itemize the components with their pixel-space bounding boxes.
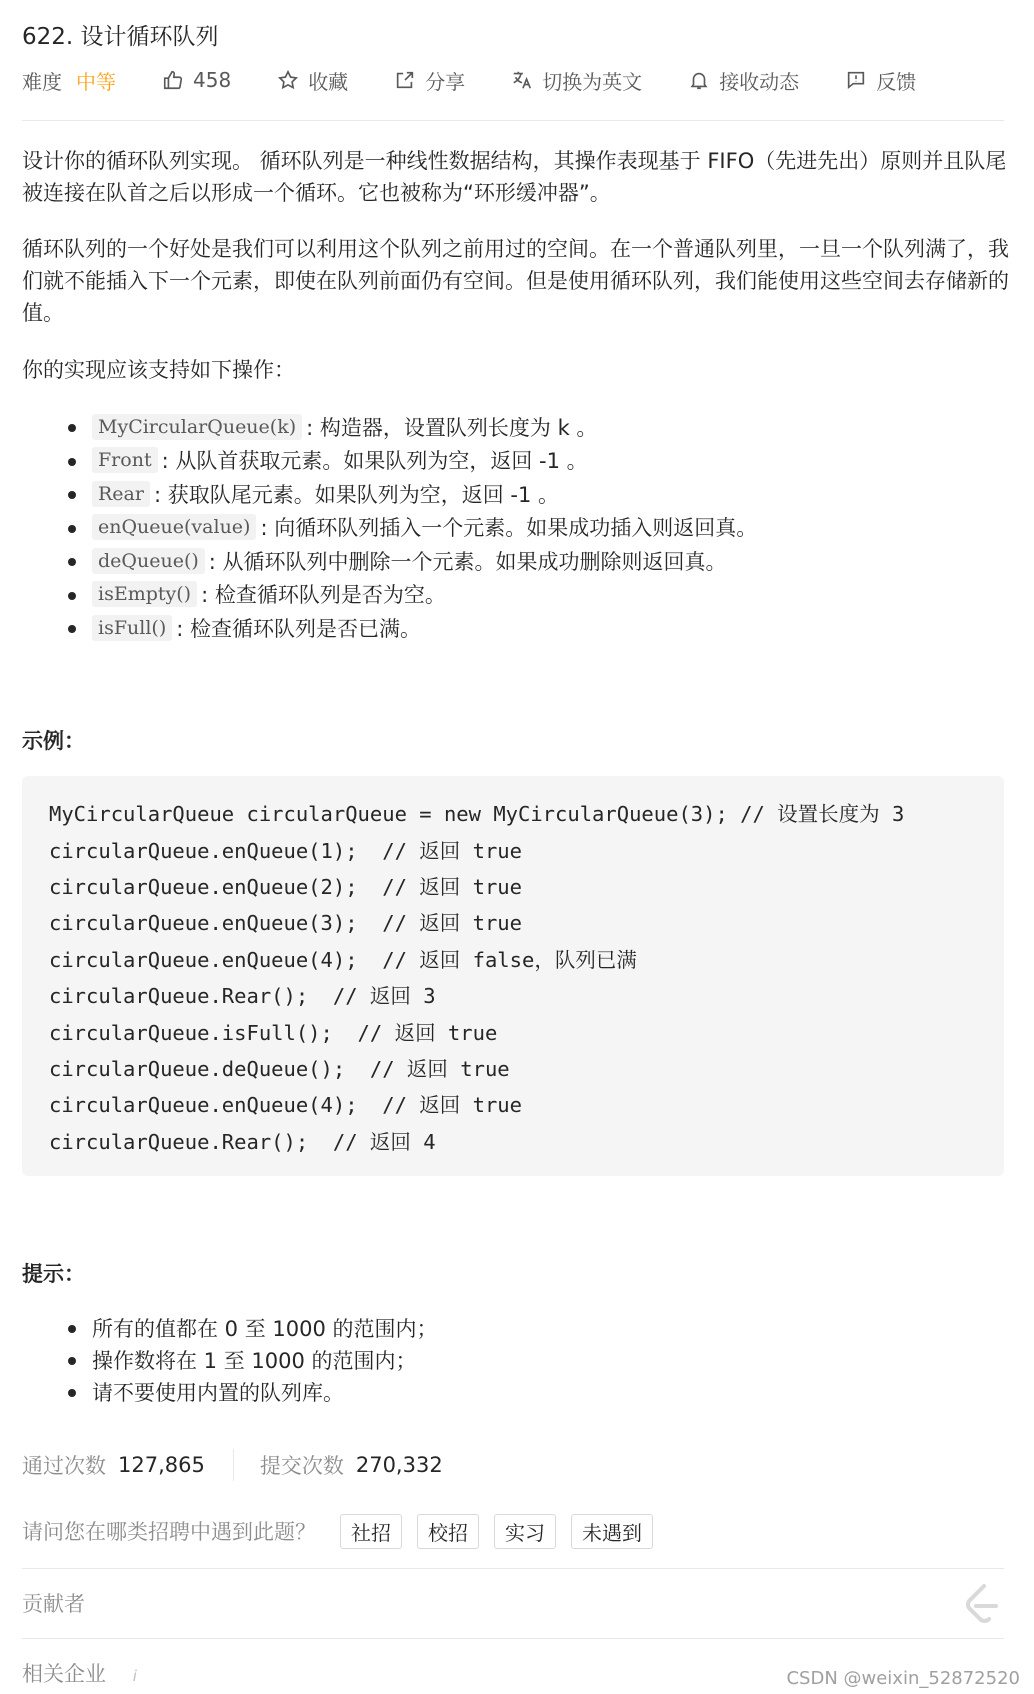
share-label: 分享	[425, 69, 466, 94]
inline-code: isFull()	[92, 615, 172, 641]
accepted-count: 127,865	[118, 1453, 205, 1477]
list-item: 操作数将在 1 至 1000 的范围内；	[22, 1344, 438, 1376]
operation-text: : 从循环队列中删除一个元素。如果成功删除则返回真。	[208, 549, 727, 574]
operation-text: : 从队首获取元素。如果队列为空，返回 -1 。	[161, 449, 588, 474]
operation-text: : 检查循环队列是否已满。	[176, 616, 421, 641]
recruit-tag-not-met[interactable]: 未遇到	[571, 1514, 653, 1549]
code-line: circularQueue.enQueue(4); // 返回 false，队列已满	[49, 948, 637, 972]
description-paragraph-2: 循环队列的一个好处是我们可以利用这个队列之前用过的空间。在一个普通队列里，一旦一个队列满了，我们就不能插入下一个元素，即使在队列前面仍有空间。但是使用循环队列，我们能使用这些空间去存储新的值。	[22, 237, 1009, 325]
list-item	[22, 410, 757, 444]
like-button[interactable]	[162, 68, 231, 92]
divider	[22, 1638, 1004, 1639]
list-item	[22, 477, 757, 511]
feedback-label: 反馈	[876, 69, 917, 94]
share-icon	[394, 69, 416, 91]
example-code-block	[22, 776, 1004, 1176]
inline-code: deQueue()	[92, 548, 205, 574]
tips-heading: 提示：	[22, 1262, 85, 1286]
operation-text: : 向循环队列插入一个元素。如果成功插入则返回真。	[260, 516, 758, 541]
stats-divider	[233, 1449, 234, 1481]
watermark: CSDN @weixin_52872520	[786, 1668, 1020, 1689]
difficulty-badge: 中等	[76, 69, 116, 94]
star-icon	[277, 69, 299, 91]
list-item	[22, 444, 757, 478]
code-line: circularQueue.isFull(); // 返回 true	[49, 1021, 498, 1045]
code-line: circularQueue.enQueue(3); // 返回 true	[49, 911, 522, 935]
list-item: 请不要使用内置的队列库。	[22, 1376, 438, 1408]
feedback-button[interactable]	[845, 66, 916, 95]
thumbs-up-icon	[162, 69, 184, 91]
list-item	[22, 611, 757, 645]
description-paragraph-3: 你的实现应该支持如下操作：	[22, 358, 295, 382]
code-line: MyCircularQueue circularQueue = new MyCircularQueue(3); // 设置长度为 3	[49, 802, 905, 826]
info-icon: i	[132, 1667, 137, 1685]
submissions-label: 提交次数	[259, 1454, 344, 1478]
subscribe-label: 接收动态	[719, 69, 800, 94]
switch-language-button[interactable]	[511, 66, 642, 95]
switch-language-label: 切换为英文	[542, 69, 643, 94]
code-line: circularQueue.deQueue(); // 返回 true	[49, 1057, 510, 1081]
recruitment-survey	[22, 1513, 668, 1549]
code-line: circularQueue.enQueue(1); // 返回 true	[49, 839, 522, 863]
operation-text: : 检查循环队列是否为空。	[201, 583, 446, 608]
example-heading: 示例：	[22, 729, 85, 753]
code-line: circularQueue.Rear(); // 返回 4	[49, 1130, 436, 1154]
favorite-label: 收藏	[308, 69, 349, 94]
code-line: circularQueue.enQueue(4); // 返回 true	[49, 1093, 522, 1117]
operation-text: : 获取队尾元素。如果队列为空，返回 -1 。	[153, 482, 560, 507]
tips-list	[22, 1312, 438, 1408]
description-paragraph-1: 设计你的循环队列实现。 循环队列是一种线性数据结构，其操作表现基于 FIFO（先进先出）原则并且队尾被连接在队首之后以形成一个循环。它也被称为“环形缓冲器”。	[22, 149, 1007, 205]
accepted-label: 通过次数	[22, 1454, 106, 1478]
inline-code: Front	[92, 447, 158, 473]
problem-meta-bar	[22, 64, 962, 96]
share-button[interactable]	[394, 66, 465, 95]
submission-stats	[22, 1446, 443, 1484]
like-count: 458	[193, 68, 232, 92]
leetcode-logo-icon	[960, 1582, 1002, 1628]
code-line: circularQueue.Rear(); // 返回 3	[49, 984, 436, 1008]
inline-code: MyCircularQueue(k)	[92, 414, 302, 440]
contributors-toggle[interactable]: 贡献者	[22, 1592, 85, 1616]
list-item: 所有的值都在 0 至 1000 的范围内；	[22, 1312, 438, 1344]
operations-list	[22, 410, 757, 645]
inline-code: Rear	[92, 481, 150, 507]
list-item	[22, 544, 757, 578]
submissions-count: 270,332	[355, 1453, 443, 1477]
inline-code: enQueue(value)	[92, 514, 256, 540]
translate-icon	[511, 69, 533, 91]
list-item	[22, 511, 757, 545]
bell-icon	[688, 69, 710, 91]
operation-text: : 构造器，设置队列长度为 k 。	[306, 415, 598, 440]
page-title: 622. 设计循环队列	[22, 24, 219, 50]
divider	[22, 1568, 1004, 1569]
list-item	[22, 578, 757, 612]
subscribe-button[interactable]	[688, 66, 799, 95]
difficulty-label: 难度	[22, 69, 62, 94]
favorite-button[interactable]	[277, 66, 348, 95]
inline-code: isEmpty()	[92, 581, 197, 607]
feedback-icon	[845, 69, 867, 91]
recruitment-question: 请问您在哪类招聘中遇到此题？	[22, 1520, 316, 1544]
code-line: circularQueue.enQueue(2); // 返回 true	[49, 875, 522, 899]
recruit-tag-social[interactable]: 社招	[340, 1514, 402, 1549]
recruit-tag-internship[interactable]: 实习	[494, 1514, 556, 1549]
related-companies-toggle[interactable]	[22, 1658, 137, 1688]
related-companies-label: 相关企业	[22, 1662, 106, 1686]
recruit-tag-campus[interactable]: 校招	[417, 1514, 479, 1549]
header-divider	[22, 120, 1004, 121]
